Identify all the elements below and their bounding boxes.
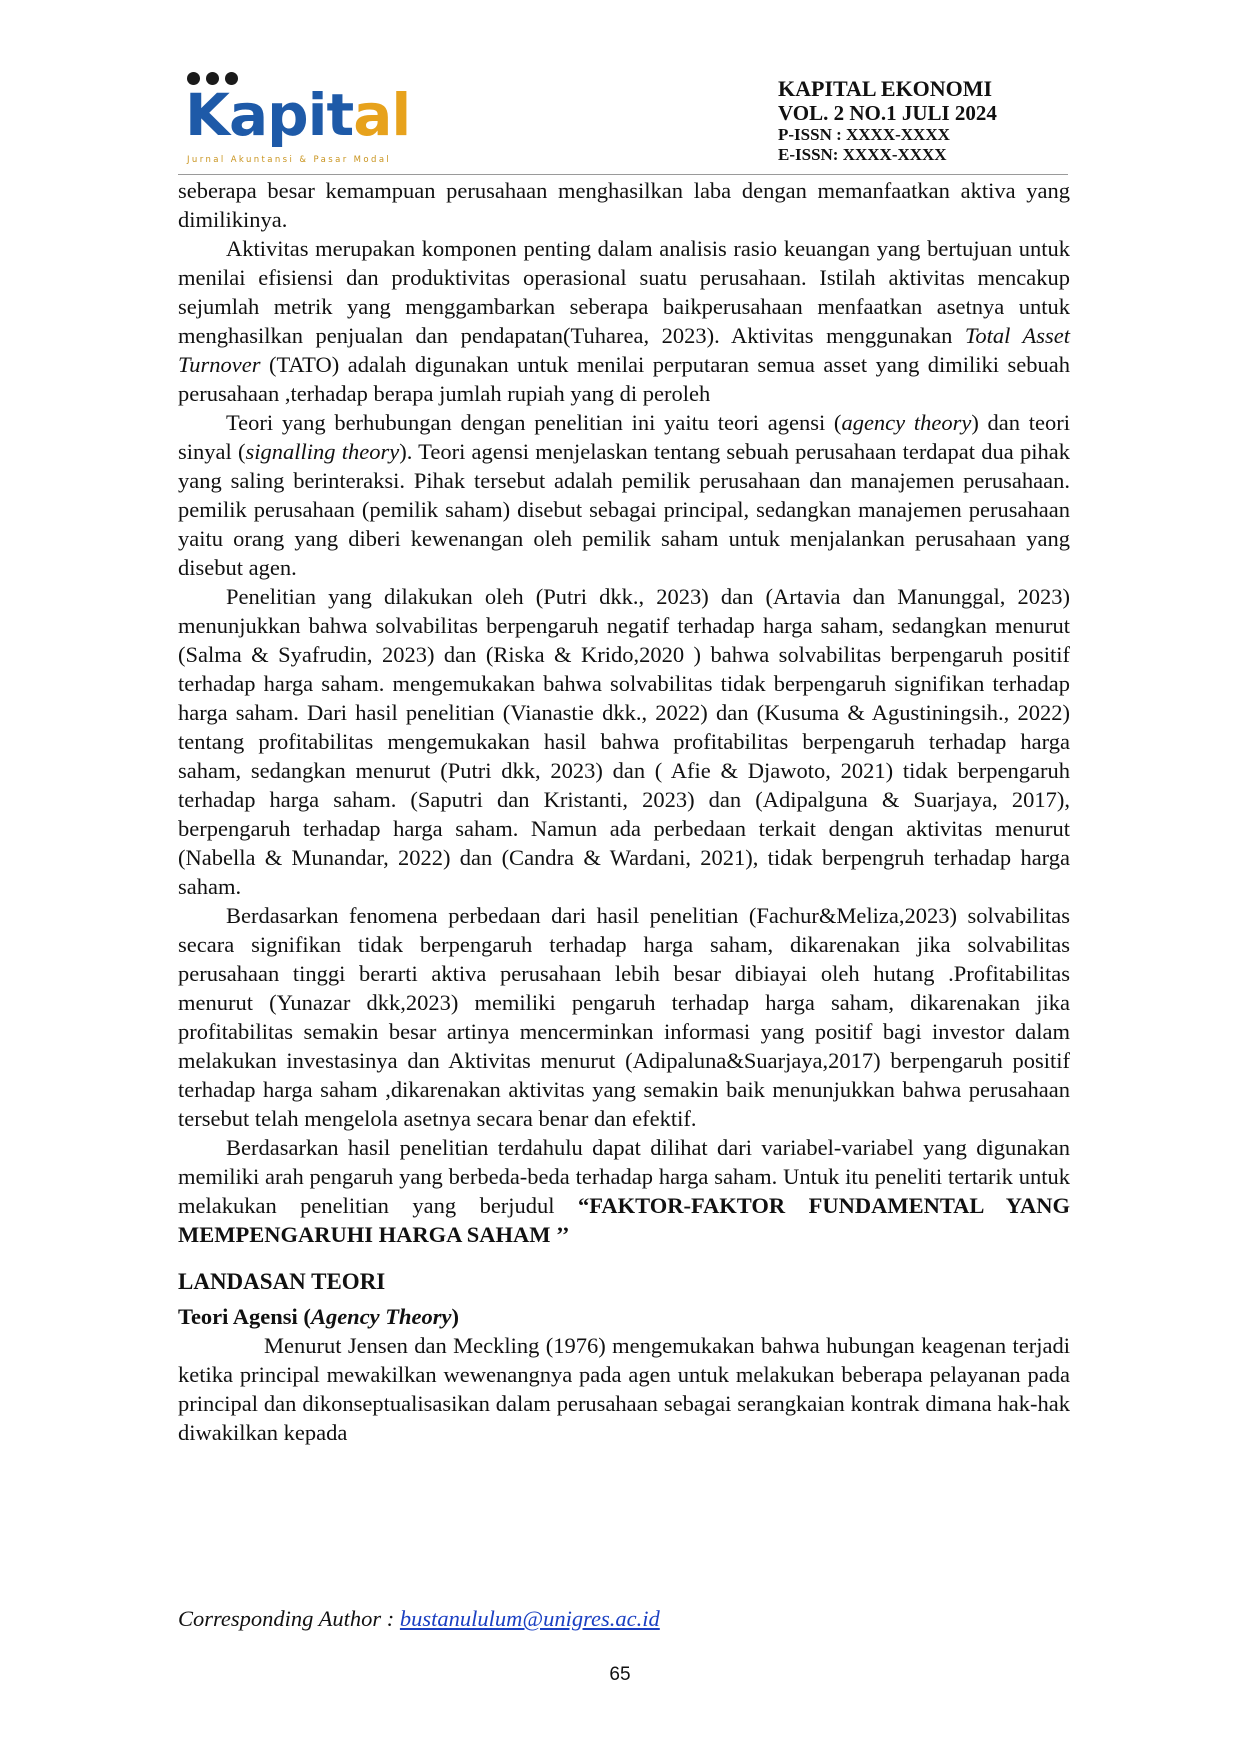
journal-info (778, 76, 997, 165)
header-divider (178, 174, 1068, 175)
paragraph-1: seberapa besar kemampuan perusahaan menghasilkan laba dengan memanfaatkan aktiva yang dimilikinya. (178, 178, 1070, 232)
section-heading: LANDASAN TEORI (178, 1269, 386, 1294)
paragraph-4: Penelitian yang dilakukan oleh (Putri dkk., 2023) dan (Artavia dan Manunggal, 2023) menunjukkan bahwa solvabilitas berpengaruh negatif terhadap harga saham, sedangkan menurut (Salma & Syafrudin, 2023) dan (Riska & Krido,2020 ) bahwa solvabilitas berpengaruh positif terhadap harga saham. mengemukakan bahwa solvabilitas tidak berpengaruh signifikan terhadap harga saham. Dari hasil penelitian (Vianastie dkk., 2022) dan (Kusuma & Agustiningsih., 2022) tentang profitabilitas mengemukakan hasil bahwa profitabilitas berpengaruh terhadap harga saham, sedangkan menurut (Putri dkk, 2023) dan ( Afie & Djawoto, 2021) tidak berpengaruh terhadap harga saham. (Saputri dan Kristanti, 2023) dan (Adipalguna & Suarjaya, 2017), berpengaruh terhadap harga saham. Namun ada perbedaan terkait dengan aktivitas menurut (Nabella & Munandar, 2022) dan (Candra & Wardani, 2021), tidak berpengruh terhadap harga saham. (178, 584, 1070, 899)
p-issn: P-ISSN : XXXX-XXXX (778, 125, 950, 145)
logo-wordmark: Kapital (185, 81, 411, 149)
corresponding-author (178, 1606, 660, 1632)
paragraph-3: Teori yang berhubungan dengan penelitian ini yaitu teori agensi (agency theory) dan teori sinyal (signalling theory). Teori agensi menjelaskan tentang sebuah perusahaan terdapat dua pihak yang saling berinteraksi. Pihak tersebut adalah pemilik perusahaan dan manajemen perusahaan. pemilik perusahaan (pemilik saham) disebut sebagai principal, sedangkan manajemen perusahaan yaitu orang yang diberi kewenangan oleh pemilik saham untuk menjalankan perusahaan yang disebut agen. (178, 410, 1070, 580)
subsection-heading: Teori Agensi (Agency Theory) (178, 1304, 460, 1329)
journal-name: KAPITAL EKONOMI (778, 76, 993, 101)
journal-logo (185, 72, 420, 172)
paragraph-5: Berdasarkan fenomena perbedaan dari hasil penelitian (Fachur&Meliza,2023) solvabilitas secara signifikan tidak berpengaruh terhadap harga saham, dikarenakan jika solvabilitas perusahaan tinggi berarti aktiva perusahaan lebih besar dibiayai oleh hutang .Profitabilitas menurut (Yunazar dkk,2023) memiliki pengaruh terhadap harga saham, dikarenakan jika profitabilitas semakin besar artinya mencerminkan informasi yang positif bagi investor dalam melakukan investasinya dan Aktivitas menurut (Adipaluna&Suarjaya,2017) berpengaruh positif terhadap harga saham ,dikarenakan aktivitas yang semakin baik menunjukkan bahwa perusahaan tersebut telah mengelola asetnya secara benar dan efektif. (178, 903, 1070, 1131)
paragraph-7: Menurut Jensen dan Meckling (1976) mengemukakan bahwa hubungan keagenan terjadi ketika principal mewakilkan wewenangnya pada agen untuk melakukan beberapa pelayanan pada principal dan dikonseptualisasikan dalam perusahaan sebagai serangkaian kontrak dimana hak-hak diwakilkan kepada (178, 1333, 1070, 1445)
logo-tagline: Jurnal Akuntansi & Pasar Modal (187, 155, 392, 165)
corresponding-author-label: Corresponding Author : (178, 1606, 400, 1631)
journal-volume: VOL. 2 NO.1 JULI 2024 (778, 101, 997, 126)
e-issn: E-ISSN: XXXX-XXXX (778, 144, 947, 164)
page-number: 65 (609, 1664, 631, 1685)
author-email-link[interactable]: bustanululum@unigres.ac.id (399, 1606, 660, 1631)
article-body (178, 176, 1070, 1447)
paragraph-6: Berdasarkan hasil penelitian terdahulu dapat dilihat dari variabel-variabel yang digunakan memiliki arah pengaruh yang berbeda-beda terhadap harga saham. Untuk itu peneliti tertarik untuk melakukan penelitian yang berjudul “FAKTOR-FAKTOR FUNDAMENTAL YANG MEMPENGARUHI HARGA SAHAM ’’ (178, 1135, 1070, 1247)
paragraph-2: Aktivitas merupakan komponen penting dalam analisis rasio keuangan yang bertujuan untuk menilai efisiensi dan produktivitas operasional suatu perusahaan. Istilah aktivitas mencakup sejumlah metrik yang menggambarkan seberapa baikperusahaan menfaatkan asetnya untuk menghasilkan penjualan dan pendapatan(Tuharea, 2023). Aktivitas menggunakan Total Asset Turnover (TATO) adalah digunakan untuk menilai perputaran semua asset yang dimiliki sebuah perusahaan ,terhadap berapa jumlah rupiah yang di peroleh (178, 236, 1070, 406)
